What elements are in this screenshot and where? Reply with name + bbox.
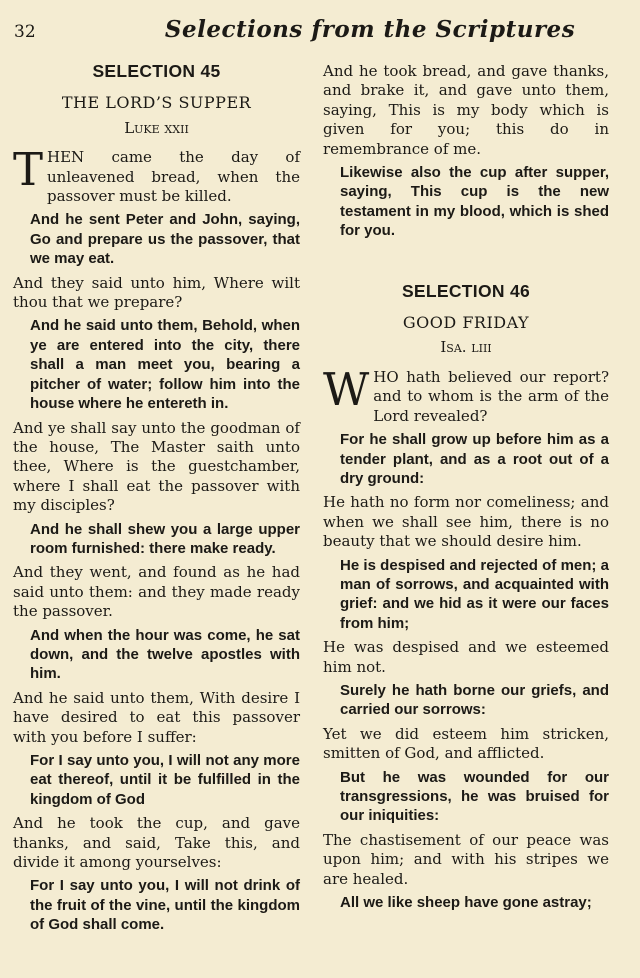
response-verse: For I say unto you, I will not any more eat thereof, until it be fulfilled in the kingdom of God [30,752,300,808]
response-verse: All we like sheep have gone astray; [340,894,592,912]
reading-verse: And they said unto him, Where wilt thou that we prepare? [13,273,300,312]
right-column [323,62,609,917]
reading-verse: And they went, and found as he had said unto them: and they made ready the passover. [13,563,300,621]
left-column [13,62,300,940]
reading-verse: And he took the cup, and gave thanks, and said, Take this, and divide it among yourselves: [13,814,300,872]
reading-verse: Yet we did esteem him stricken, smitten of God, and afflicted. [323,724,609,763]
selection-46-verses [323,430,609,912]
reading-verse: And ye shall say unto the goodman of the house, The Master saith unto thee, Where is the guestchamber, where I shall eat the passover with my disciples? [13,418,300,515]
reading-verse: The chastisement of our peace was upon him; and with his stripes we are healed. [323,830,609,888]
selection-46-reference: Isa. liii [440,338,492,357]
first-verse-text: HEN came the day of unleavened bread, when the passover must be killed. [47,148,300,206]
response-verse: He is despised and rejected of men; a man of sorrows, and acquainted with grief: and we hid as it were our faces from him; [340,556,609,632]
reading-verse: And he said unto them, With desire I have desired to eat this passover with you before I suffer: [13,688,300,746]
reading-verse: He was despised and we esteemed him not. [323,638,609,676]
response-verse: For I say unto you, I will not drink of the fruit of the vine, until the kingdom of God shall come. [30,877,300,934]
response-verse: Likewise also the cup after supper, saying, This cup is the new testament in my blood, which is shed for you. [340,164,609,240]
response-verse: And when the hour was come, he sat down, and the twelve apostles with him. [30,626,300,683]
selection-45-title: THE LORD’S SUPPER [61,93,252,113]
response-verse: And he said unto them, Behold, when ye are entered into the city, there shall a man meet you, bearing a pitcher of water; follow him into the house where he entereth in. [30,317,300,413]
selection-45-first-verse [13,143,300,206]
selection-46-first-verse [323,362,609,426]
selection-46-heading: SELECTION 46 [401,280,531,301]
selection-45-heading: SELECTION 45 [92,61,221,81]
reading-verse: And he took bread, and gave thanks, and brake it, and gave unto them, saying, This is my body which is given for you; this do in remembrance of me. [323,62,609,158]
page-number: 32 [14,22,36,42]
drop-cap: T [13,143,44,197]
selection-45-verses [13,210,300,934]
selection-45-reference: Luke xxii [124,118,189,137]
selection-46-title: GOOD FRIDAY [402,313,530,333]
running-head: Selections from the Scriptures [164,16,576,43]
response-verse: And he shall shew you a large upper room furnished: there make ready. [30,520,300,557]
response-verse: And he sent Peter and John, saying, Go and prepare us the passover, that we may eat. [30,211,300,268]
response-verse: For he shall grow up before him as a tender plant, and as a root out of a dry ground: [340,431,609,487]
response-verse: But he was wounded for our transgressions, he was bruised for our iniquities: [340,768,609,825]
first-verse-text: HO hath believed our report? and to whom is the arm of the Lord revealed? [373,367,609,425]
reading-verse: He hath no form nor comeliness; and when we shall see him, there is no beauty that we should desire him. [323,493,609,551]
response-verse: Surely he hath borne our griefs, and carried our sorrows: [340,681,609,719]
selection-45-continued [323,62,609,241]
drop-cap: W [323,362,370,416]
